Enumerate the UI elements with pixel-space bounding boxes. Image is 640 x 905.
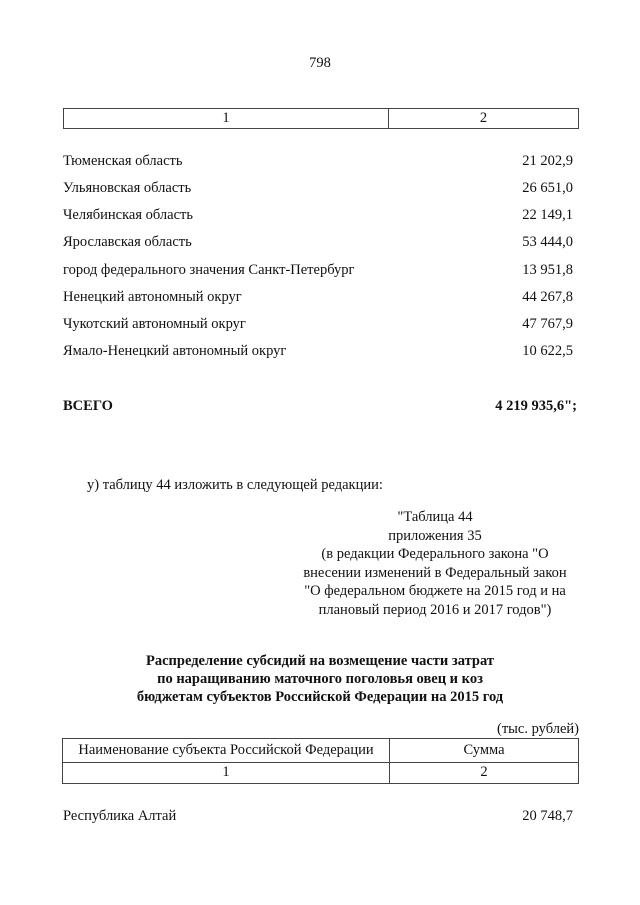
title-line: по наращиванию маточного поголовья овец и коз (157, 671, 483, 687)
header-subject-name: Наименование субъекта Российской Федерации (63, 739, 390, 762)
total-label: ВСЕГО (63, 398, 113, 414)
region-name: Чукотский автономный округ (63, 316, 246, 332)
region-amount: 44 267,8 (522, 289, 573, 305)
section-title (100, 652, 540, 706)
region-amount: 10 622,5 (522, 343, 573, 359)
table-row (63, 343, 579, 363)
region-name: Ярославская область (63, 234, 192, 250)
table-row (63, 289, 579, 309)
region-name: Ненецкий автономный округ (63, 289, 242, 305)
caption-line: приложения 35 (388, 527, 482, 544)
region-name: город федерального значения Санкт-Петербург (63, 262, 355, 278)
units-label: (тыс. рублей) (497, 721, 579, 737)
table-row (63, 808, 579, 828)
region-name: Республика Алтай (63, 808, 177, 824)
title-line: Распределение субсидий на возмещение части затрат (146, 653, 494, 669)
region-amount: 21 202,9 (522, 153, 573, 169)
title-line: бюджетам субъектов Российской Федерации на 2015 год (136, 689, 504, 705)
caption-line: "Таблица 44 (397, 509, 473, 525)
caption-line: плановый период 2016 и 2017 годов") (318, 601, 552, 618)
page-number: 798 (309, 55, 331, 71)
table-row (63, 316, 579, 336)
table-row (63, 207, 579, 227)
caption-line: внесении изменений в Федеральный закон (303, 564, 567, 581)
table-row (63, 262, 579, 282)
region-name: Тюменская область (63, 153, 183, 169)
column-number-1: 1 (63, 763, 390, 783)
region-amount: 22 149,1 (522, 207, 573, 223)
table-row (63, 180, 579, 200)
region-amount: 20 748,7 (522, 808, 573, 824)
region-amount: 26 651,0 (522, 180, 573, 196)
column-number-1: 1 (64, 109, 389, 128)
column-number-header-table (63, 108, 579, 129)
caption-line: "О федеральном бюджете на 2015 год и на (304, 583, 566, 599)
table-caption (270, 508, 600, 619)
region-name: Челябинская область (63, 207, 193, 223)
region-name: Ульяновская область (63, 180, 192, 196)
region-amount: 53 444,0 (522, 234, 573, 250)
allocation-table-header (62, 738, 579, 784)
region-amount: 47 767,9 (522, 316, 573, 332)
caption-line: (в редакции Федерального закона "О (321, 546, 549, 562)
region-amount: 13 951,8 (522, 262, 573, 278)
header-amount: Сумма (463, 742, 505, 758)
table-row (63, 153, 579, 173)
region-name: Ямало-Ненецкий автономный округ (63, 343, 287, 359)
column-number-2: 2 (479, 110, 488, 126)
amendment-instruction: у) таблицу 44 изложить в следующей редакции: (87, 477, 383, 493)
table-row (63, 234, 579, 254)
column-number-2: 2 (480, 764, 488, 780)
total-row (63, 398, 579, 418)
total-amount: 4 219 935,6"; (495, 398, 577, 414)
